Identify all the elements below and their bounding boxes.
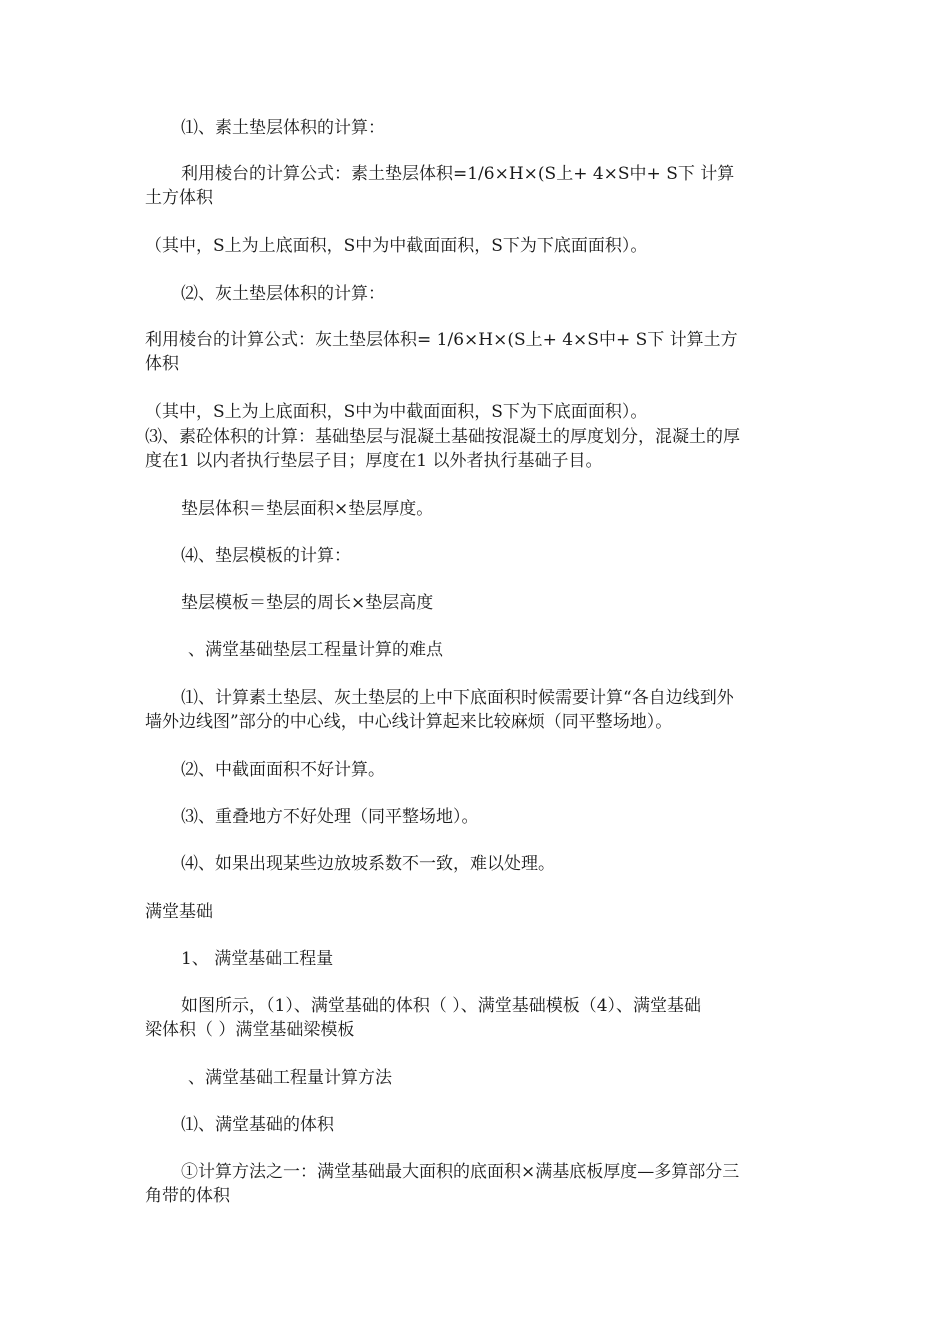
subsection-heading: 、满堂基础垫层工程量计算的难点 <box>188 640 443 660</box>
section-4-heading: ⑷、垫层模板的计算： <box>181 546 351 566</box>
paragraph-line: 角带的体积 <box>145 1186 230 1206</box>
subsection-heading: 、满堂基础工程量计算方法 <box>188 1068 392 1088</box>
paragraph-line: 度在1 以内者执行垫层子目；厚度在1 以外者执行基础子目。 <box>145 451 603 471</box>
paragraph-line: （其中，S上为上底面积，S中为中截面面积，S下为下底面面积）。 <box>145 236 648 256</box>
numbered-heading: 1、 满堂基础工程量 <box>181 949 334 969</box>
list-item: ⑷、如果出现某些边放坡系数不一致，难以处理。 <box>181 854 555 874</box>
list-item: ⑶、重叠地方不好处理（同平整场地）。 <box>181 807 479 827</box>
paragraph-line: ⑴、计算素土垫层、灰土垫层的上中下底面积时候需要计算“各自边线到外 <box>181 688 734 708</box>
paragraph-line: 垫层模板＝垫层的周长×垫层高度 <box>181 593 434 613</box>
section-3-heading: ⑶、素砼体积的计算：基础垫层与混凝土基础按混凝土的厚度划分，混凝土的厚 <box>145 427 740 447</box>
paragraph-line: （其中，S上为上底面积，S中为中截面面积，S下为下底面面积）。 <box>145 402 648 422</box>
section-title: 满堂基础 <box>145 902 213 922</box>
paragraph-line: 如图所示，（1）、满堂基础的体积（ ）、满堂基础模板（4）、满堂基础 <box>181 996 702 1016</box>
paragraph-line: 土方体积 <box>145 188 213 208</box>
list-item: ⑴、满堂基础的体积 <box>181 1115 334 1135</box>
paragraph-line: 墙外边线图”部分的中心线，中心线计算起来比较麻烦（同平整场地）。 <box>145 712 673 732</box>
paragraph-line: ①计算方法之一：满堂基础最大面积的底面积×满基底板厚度—多算部分三 <box>181 1162 740 1182</box>
list-item: ⑵、中截面面积不好计算。 <box>181 760 385 780</box>
section-2-heading: ⑵、灰土垫层体积的计算： <box>181 284 385 304</box>
paragraph-line: 垫层体积＝垫层面积×垫层厚度。 <box>181 499 434 519</box>
paragraph-line: 体积 <box>145 354 179 374</box>
paragraph-line: 利用棱台的计算公式：灰土垫层体积= 1/6×H×(S上+ 4×S中+ S下 计算土方 <box>145 330 738 350</box>
section-1-heading: ⑴、素土垫层体积的计算： <box>181 118 385 138</box>
paragraph-line: 梁体积（ ）满堂基础梁模板 <box>145 1020 355 1040</box>
paragraph-line: 利用棱台的计算公式：素土垫层体积=1/6×H×(S上+ 4×S中+ S下 计算 <box>181 164 735 184</box>
